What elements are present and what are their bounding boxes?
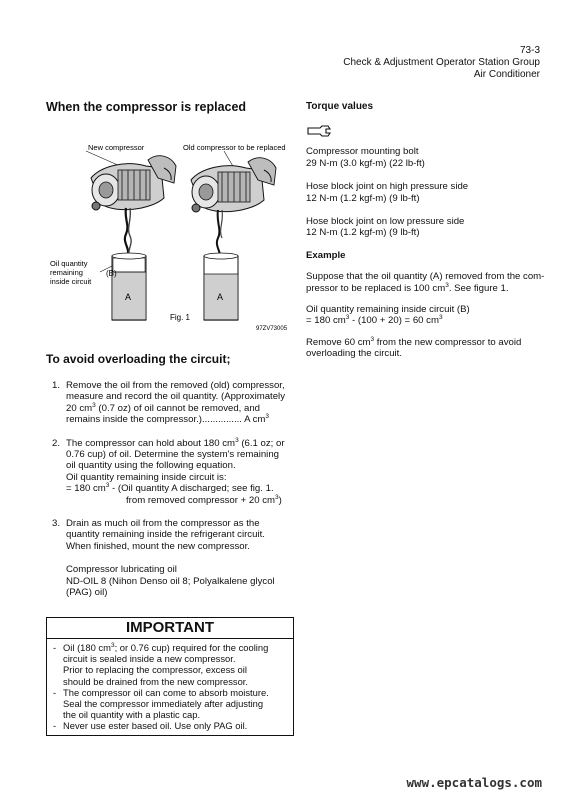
example-title: Example [306,249,346,261]
step-2-number: 2. [52,437,61,449]
example-1 [306,271,550,294]
step-2-line-f [52,495,292,506]
step-1-c-sup: 3 [92,401,96,409]
old-compressor-drawing [191,158,276,260]
step-2-a1: The compressor can hold about 180 cm [66,437,236,449]
torque-2-value: 12 N-m (1.2 kgf-m) (9 lb-ft) [306,192,420,204]
section-title: Check & Adjustment Operator Station Group [343,57,540,68]
step-1 [52,380,292,426]
example-1-b2: . See figure 1. [448,282,509,294]
step-1-line-b: measure and record the oil quantity. (Approximately [66,391,285,403]
step-2 [52,438,292,506]
example-1-b [306,283,550,294]
step-3-line-c: When finished, mount the new compressor. [66,540,250,552]
important-2-c: the oil quantity with a plastic cap. [63,709,201,721]
bullet-dash: - [53,686,57,698]
label-remaining-3: inside circuit [50,277,92,286]
important-box [46,617,294,736]
example-3-b: overloading the circuit. [306,348,402,360]
section-heading: When the compressor is replaced [46,100,247,114]
important-bullet-3 [53,720,287,731]
torque-1-name: Compressor mounting bolt [306,146,419,158]
step-2-a2: (6.1 oz; or [238,437,285,449]
example-2-b2: - (100 + 20) = 60 cm [349,315,439,327]
example-2-b [306,315,550,326]
torque-title: Torque values [306,101,374,112]
page-number: 73-3 [519,45,540,56]
step-2-line-c: oil quantity using the following equation. [66,460,236,472]
important-1-d: should be drained from the new compressor. [63,675,248,687]
step-2-line-d: Oil quantity remaining inside circuit is: [66,471,227,483]
step-2-a-sup: 3 [235,436,239,444]
important-bullet-2 [53,687,287,721]
torque-1-value: 29 N-m (3.0 kgf-m) (22 lb-ft) [306,157,425,169]
step-1-line-a: Remove the oil from the removed (old) compressor, [66,380,285,391]
torque-3-value: 12 N-m (1.2 kgf-m) (9 lb-ft) [306,227,420,239]
beaker-label-a-right: A [217,292,224,302]
step-1-d-sup: 3 [265,413,270,421]
step-1-c2: (0.7 oz) of oil cannot be removed, and [95,402,261,414]
steps-list [52,380,292,599]
important-1-b: circuit is sealed inside a new compressor. [63,653,236,665]
important-1-c: Prior to replacing the compressor, excess oil [63,664,247,676]
important-1-a [63,642,268,653]
new-compressor-drawing [91,156,176,258]
label-remaining-2: remaining [50,268,83,277]
right-column [306,101,550,360]
beaker-label-a-left: A [125,292,132,302]
important-body [47,639,293,735]
step-1-line-d [52,414,292,425]
bullet-dash: - [53,642,57,653]
step-2-line-b: 0.76 cup) of oil. Determine the system's remaining [66,449,279,461]
imp-1-a-sup: 3 [110,641,115,649]
label-new-compressor: New compressor [88,143,145,152]
example-1-b1: pressor to be replaced is 100 cm [306,282,446,294]
label-b: (B) [106,269,117,278]
step-2-f2: ) [278,494,282,506]
oil-transfer-figure [46,138,296,338]
example-2 [306,304,550,327]
step-1-number: 1. [52,380,61,391]
example-3-a2: from the new compressor to avoid [374,336,522,348]
torque-2-name: Hose block joint on high pressure side [306,181,469,193]
leader-line-new [86,151,120,166]
step-2-line-e [52,483,292,494]
important-3: Never use ester based oil. Use only PAG oil. [63,720,248,732]
bullet-dash: - [53,720,57,732]
subsection-heading: To avoid overloading the circuit; [46,352,231,366]
example-3 [306,337,550,360]
example-3-a [306,337,550,348]
step-3-line-a: Drain as much oil from the compressor as the [66,518,260,530]
footer-watermark-url: www.epcatalogs.com [406,775,542,790]
step-1-d1: remains inside the compressor.)............... A cm [66,414,266,426]
wrench-icon [306,124,332,138]
lubricant-note [52,564,292,598]
label-remaining-1: Oil quantity [50,259,88,268]
lubricant-title: Compressor lubricating oil [66,564,177,576]
subsection-title: Air Conditioner [473,69,540,80]
example-1-a: Suppose that the oil quantity (A) removed from the com- [306,271,545,283]
example-2-b-sup2: 3 [438,314,443,322]
important-title: IMPORTANT [47,618,293,639]
important-2-b: Seal the compressor immediately after adjusting [63,698,264,710]
figure-code: 97ZV73005 [256,326,288,332]
step-1-line-c [52,403,292,414]
imp-1-a2: ; or 0.76 cup) required for the cooling [114,642,269,653]
beaker-a-right [204,253,238,320]
important-bullet-1 [53,642,287,687]
page-header [343,45,540,81]
step-2-f-sup: 3 [275,493,279,501]
imp-1-a1: Oil (180 cm [63,642,111,653]
example-2-b-sup: 3 [345,314,350,322]
beaker-a-left [112,253,146,320]
step-2-f1: from removed compressor + 20 cm [126,494,276,506]
step-2-e-sup: 3 [105,482,110,490]
step-3 [52,518,292,552]
lubricant-line-a: ND-OIL 8 (Nihon Denso oil 8; Polyalkalene glycol [66,575,275,587]
example-1-b-sup: 3 [445,281,449,289]
example-3-a1: Remove 60 cm [306,336,371,348]
example-2-a: Oil quantity remaining inside circuit (B) [306,304,470,316]
step-1-c1: 20 cm [66,402,93,414]
step-3-line-b: quantity remaining inside the refrigerant circuit. [66,529,265,541]
example-2-b1: = 180 cm [306,315,346,327]
step-2-e1: = 180 cm [66,483,106,495]
figure-caption: Fig. 1 [170,313,191,322]
torque-3-name: Hose block joint on low pressure side [306,216,465,228]
example-3-a-sup: 3 [370,335,375,343]
lubricant-line-b: (PAG) oil) [66,587,108,599]
step-3-number: 3. [52,518,61,530]
step-2-e2: - (Oil quantity A discharged; see fig. 1. [109,483,274,495]
label-old-compressor: Old compressor to be replaced [183,143,286,152]
important-2-a: The compressor oil can come to absorb moisture. [63,686,269,698]
